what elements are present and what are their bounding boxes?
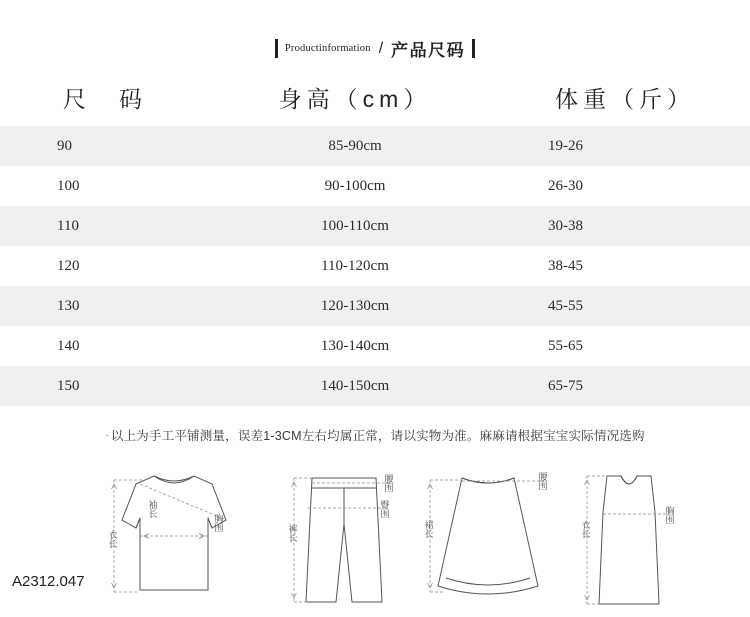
cell-height: 140-150cm [210,366,500,406]
header-left-bar [275,39,278,58]
cell-height: 100-110cm [210,206,500,246]
cell-size: 150 [0,366,210,406]
garment-diagrams [0,462,750,617]
note-bullet-icon: · [105,430,109,441]
cell-size: 140 [0,326,210,366]
label-pants-waist: 腰围 [383,474,394,492]
column-header-size: 尺 码 [63,86,147,112]
header-slash-divider: / [378,39,384,57]
table-row [0,286,750,326]
diagram-dress [571,462,691,617]
size-chart-table [0,75,750,406]
page-header [0,0,750,61]
table-row [0,326,750,366]
cell-height: 85-90cm [210,126,500,166]
cell-height: 90-100cm [210,166,500,206]
label-dress-bust: 胸围 [664,506,675,524]
label-top-bust: 胸围 [213,514,224,532]
column-header-height: 身高（cm） [278,86,432,112]
page-title: 产品尺码 [391,41,466,60]
label-top-length: 衣长 [107,530,118,548]
header-right-bar [472,39,475,58]
label-skirt-length: 裙长 [423,520,434,538]
table-row [0,126,750,166]
table-row [0,366,750,406]
label-pants-length: 裤长 [287,524,298,542]
cell-weight: 19-26 [500,126,750,166]
table-row [0,246,750,286]
diagram-skirt [422,462,557,617]
label-skirt-waist: 腰围 [537,472,548,490]
diagram-pants [278,462,408,617]
note-text: 以上为手工平铺测量，误差1-3CM左右均属正常，请以实物为准。麻麻请根据宝宝实际情况选购 [110,429,645,443]
table-row [0,206,750,246]
cell-size: 130 [0,286,210,326]
cell-size: 100 [0,166,210,206]
label-top-sleeve: 袖长 [147,500,158,518]
diagram-top [84,462,264,617]
cell-weight: 55-65 [500,326,750,366]
table-row [0,166,750,206]
cell-height: 110-120cm [210,246,500,286]
table-header-row [0,75,750,126]
cell-height: 120-130cm [210,286,500,326]
cell-height: 130-140cm [210,326,500,366]
header-english-label: Productinformation [284,42,371,54]
cell-weight: 26-30 [500,166,750,206]
label-dress-length: 衣长 [580,520,591,538]
cell-size: 90 [0,126,210,166]
cell-weight: 38-45 [500,246,750,286]
cell-weight: 65-75 [500,366,750,406]
cell-size: 110 [0,206,210,246]
cell-weight: 45-55 [500,286,750,326]
label-pants-hip: 臀围 [379,500,390,518]
cell-weight: 30-38 [500,206,750,246]
column-header-weight: 体重（斤） [555,86,695,112]
cell-size: 120 [0,246,210,286]
product-code: A2312.047 [12,573,85,590]
measurement-note [0,426,750,444]
